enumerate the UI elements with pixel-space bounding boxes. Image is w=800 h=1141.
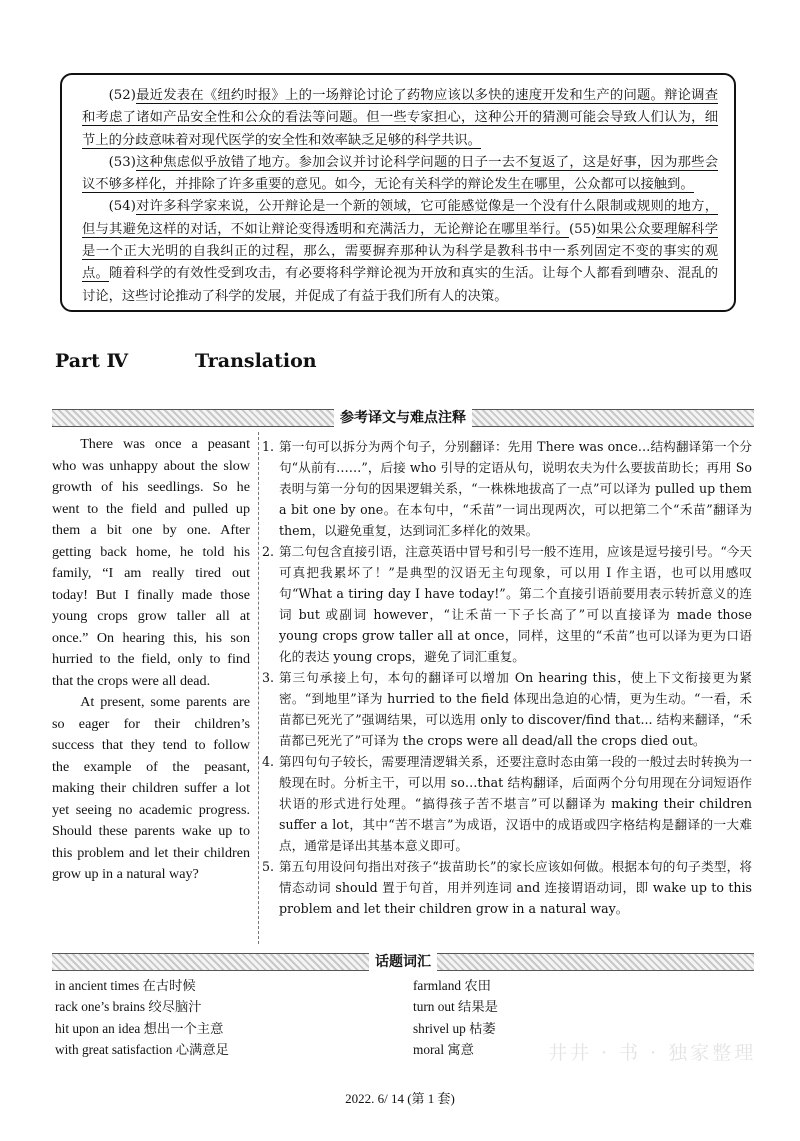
vocab-list-left [55,975,229,1060]
vocab-item: moral 寓意 [413,1041,474,1057]
translation-column [52,434,250,886]
vocab-item: with great satisfaction 心满意足 [55,1041,229,1057]
vocab-item: hit upon an idea 想出一个主意 [55,1020,224,1036]
passage-para-54: (54)对许多科学家来说，公开辩论是一个新的领域，它可能感觉像是一个没有什么限制或规则的地方，但与其避免这样的对话，不如让辩论变得透明和充满活力，无论辩论在哪里举行。(55)如果公众要理解科学是一个正大光明的自我纠正的过程，那么，需要摒弃那种认为科学是教科书中一系列固定不变的事实的观点。随着科学的有效性受到攻击，有必要将科学辩论视为开放和真实的生活。让每个人都看到嘈杂、混乱的讨论，这些讨论推动了科学的发展，并促成了有益于我们所有人的决策。 [82,199,719,304]
vocab-item: shrivel up 枯萎 [413,1020,496,1036]
note-item: 5. 第五句用设问句指出对孩子“拔苗助长”的家长应该如何做。根据本句的句子类型，将情态动词 should 置于句首，用并列连词 and 连接谓语动词，即 wake up to this problem and let their children grow in a natural way。 [262,859,752,916]
vocab-item: turn out 结果是 [413,999,498,1015]
note-item: 2. 第二句包含直接引语，注意英语中冒号和引号一般不连用，应该是逗号接引号。“今天可真把我累坏了！”是典型的汉语无主句现象，可以用 I 作主语，也可以用感叹句“What a tiring day I have today!”。第二个直接引语前要用表示转折意义的连词 but 或副词 however，“让禾苗一下子长高了”可以直接译为 made those young crops grow taller all at once，同样，这里的“禾苗”也可以译为更为口语化的表达 young crops，避免了词汇重复。 [262,544,752,664]
vocab-item: rack one’s brains 绞尽脑汁 [55,999,202,1015]
passage-para-52: (52)最近发表在《纽约时报》上的一场辩论讨论了药物应该以多快的速度开发和生产的问题。辩论调查和考虑了诸如产品安全性和公众的看法等问题。但一些专家担心，这种公开的猜测可能会导致人们认为，细节上的分歧意味着对现代医学的安全性和效率缺乏足够的科学共识。 [82,88,718,148]
note-item: 4. 第四句句子较长，需要理清逻辑关系，还要注意时态由第一段的一般过去时转换为一般现在时。分析主干，可以用 so…that 结构翻译，后面两个分句用现在分词短语作状语的形式进行处理。“搞得孩子苦不堪言”可以翻译为 making their children suffer a lot，其中“苦不堪言”为成语，汉语中的成语或四字格结构是翻译的一大难点，通常是译出其基本意义即可。 [262,754,752,853]
part-title: Translation [195,350,317,372]
vocab-item: farmland 农田 [413,978,491,993]
vocab-banner: 话题词汇 [52,953,754,971]
note-item: 1. 第一句可以拆分为两个句子，分别翻译：先用 There was once…结构翻译第一个分句“从前有……”，后接 who 引导的定语从句，说明农夫为什么要拔苗助长；再用 So 表明与第一分句的因果逻辑关系，“一株株地拔高了一点”可以译为 pulled up them a bit one by one。在本句中，“禾苗”一词出现两次，可以把第二个“禾苗”翻译为 them，以避免重复，达到词汇多样化的效果。 [262,439,752,538]
part-label: Part Ⅳ [55,350,129,372]
passage-para-53: (53)这种焦虑似乎放错了地方。参加会议并讨论科学问题的日子一去不复返了，这是好事，因为那些会议不够多样化，并排除了许多重要的意见。如今，无论有关科学的辩论发生在哪里，公众都可以接触到。 [82,154,718,193]
vocab-list-right [413,975,498,1060]
notes-column [262,436,752,919]
page-footer: 2022. 6/ 14 (第 1 套) [345,1091,455,1106]
vocab-item: in ancient times 在古时候 [55,978,196,993]
part-heading [55,350,317,372]
passage-box [60,73,736,312]
column-divider [258,432,259,944]
reference-banner: 参考译文与难点注释 [52,409,754,427]
watermark: 井井 · 书 · 独家整理 [548,1042,757,1064]
translation-para-2: At present, some parents are so eager for their children’s success that they tend to follow the example of the peasant, making their children suffer a lot yet seeing no academic progress. Should these parents wake up to this problem and let their children grow up in a natural way? [52,694,250,882]
note-item: 3. 第三句承接上句，本句的翻译可以增加 On hearing this，使上下文衔接更为紧密。“到地里”译为 hurried to the field 体现出急迫的心情，更为生动。“一看，禾苗都已死光了”强调结果，可以选用 only to discover/find that... 结构来翻译，“禾苗都已死光了”可译为 the crops were all dead/all the crops died out。 [262,670,752,748]
translation-para-1: There was once a peasant who was unhappy about the slow growth of his seedlings. So he went to the field and pulled up them a bit one by one. After getting back home, he told his family, “I am really tired out today! But I finally made those young crops grow taller all at once.” On hearing this, his son hurried to the field, only to find that the crops were all dead. [52,436,250,689]
